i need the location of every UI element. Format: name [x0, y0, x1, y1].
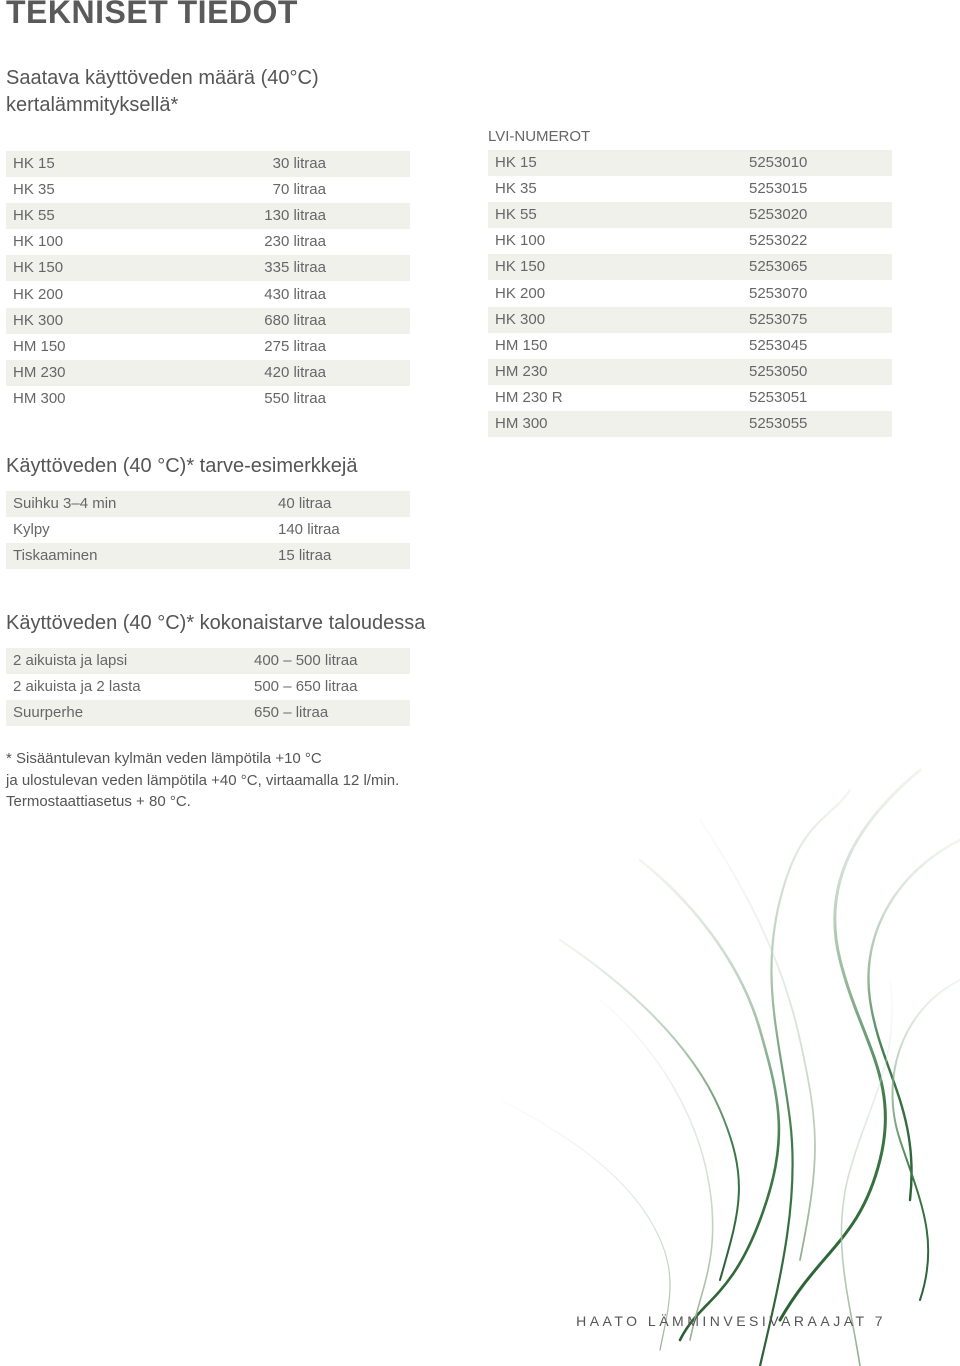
table-row	[488, 411, 892, 437]
table-row	[488, 176, 892, 202]
table-cell-label: 2 aikuista ja 2 lasta	[13, 678, 141, 696]
table-cell-value: 5253045	[749, 336, 808, 354]
examples-heading: Käyttöveden (40 °C)* tarve-esimerkkejä	[6, 455, 358, 477]
table-cell-label: HK 35	[13, 181, 55, 199]
lvi-heading: LVI-NUMEROT	[488, 128, 591, 145]
table-row	[6, 151, 410, 177]
availability-table	[6, 151, 410, 412]
table-row	[6, 700, 410, 726]
footer-brand-name: HAATO LÄMMINVESIVARAAJAT	[576, 1313, 868, 1329]
availability-heading	[6, 65, 319, 119]
table-cell-value: 275 litraa	[264, 337, 326, 355]
availability-heading-line2: kertalämmityksellä*	[6, 94, 179, 116]
table-row	[6, 308, 410, 334]
table-row	[488, 228, 892, 254]
table-cell-value: 335 litraa	[190, 255, 410, 281]
table-row	[488, 307, 892, 333]
table-row	[6, 281, 410, 307]
table-row	[6, 177, 410, 203]
table-row	[488, 359, 892, 385]
table-cell-value: 130 litraa	[190, 203, 410, 229]
table-cell-value: 430 litraa	[264, 285, 326, 303]
table-row	[6, 334, 410, 360]
table-cell-value: 230 litraa	[264, 233, 326, 251]
table-cell-value: 400 – 500 litraa	[190, 648, 410, 674]
table-cell-value: 5253010	[742, 150, 892, 176]
table-cell-label: HM 150	[13, 337, 66, 355]
table-cell-value: 40 litraa	[220, 491, 410, 517]
table-cell-label: HM 230	[6, 360, 190, 386]
table-cell-label: HM 230 R	[495, 388, 563, 406]
table-row	[6, 543, 410, 569]
table-cell-label: HK 100	[495, 232, 546, 250]
table-cell-label: HM 150	[495, 336, 548, 354]
table-row	[488, 385, 892, 411]
table-cell-label: HM 230	[488, 359, 742, 385]
table-cell-label: HK 55	[6, 203, 190, 229]
table-cell-value: 5253022	[749, 232, 808, 250]
table-cell-label: HK 55	[488, 202, 742, 228]
table-cell-value: 5253051	[749, 388, 808, 406]
table-row	[6, 517, 410, 543]
table-cell-value: 30 litraa	[190, 151, 410, 177]
table-cell-label: Kylpy	[13, 521, 50, 539]
table-cell-label: HK 200	[495, 284, 546, 302]
table-cell-value: 550 litraa	[264, 389, 326, 407]
table-row	[488, 280, 892, 306]
table-cell-value: 5253075	[742, 307, 892, 333]
lvi-table	[488, 150, 892, 437]
table-cell-value: 500 – 650 litraa	[254, 678, 358, 696]
footnote-line1: * Sisääntulevan kylmän veden lämpötila +10 °C	[6, 750, 322, 767]
table-cell-value: 420 litraa	[190, 360, 410, 386]
table-cell-label: HM 300	[13, 389, 66, 407]
table-row	[6, 203, 410, 229]
table-cell-label: HK 15	[6, 151, 190, 177]
table-cell-value: 15 litraa	[220, 543, 410, 569]
table-row	[6, 255, 410, 281]
table-cell-label: HK 300	[6, 308, 190, 334]
table-cell-value: 5253050	[742, 359, 892, 385]
table-cell-label: 2 aikuista ja lapsi	[6, 648, 190, 674]
page-title: TEKNISET TIEDOT	[6, 0, 298, 30]
household-heading: Käyttöveden (40 °C)* kokonaistarve taloudessa	[6, 612, 426, 634]
footnote-line3: Termostaattiasetus + 80 °C.	[6, 793, 191, 810]
page-number: 7	[874, 1313, 886, 1329]
table-row	[6, 674, 410, 700]
footnote-line2: ja ulostulevan veden lämpötila +40 °C, virtaamalla 12 l/min.	[6, 771, 400, 789]
table-row	[488, 202, 892, 228]
table-cell-value: 650 – litraa	[190, 700, 410, 726]
table-cell-label: HK 35	[495, 180, 537, 198]
table-row	[488, 150, 892, 176]
availability-heading-line1: Saatava käyttöveden määrä (40°C)	[6, 67, 319, 89]
table-cell-label: HK 150	[488, 254, 742, 280]
table-cell-value: 5253020	[742, 202, 892, 228]
table-cell-label: HK 15	[488, 150, 742, 176]
table-cell-value: 5253070	[749, 284, 808, 302]
table-row	[488, 254, 892, 280]
footnote	[6, 748, 399, 813]
table-row	[6, 360, 410, 386]
table-cell-value: 70 litraa	[272, 181, 326, 199]
table-cell-value: 5253055	[742, 411, 892, 437]
table-cell-label: HM 300	[488, 411, 742, 437]
table-row	[6, 229, 410, 255]
table-row	[6, 386, 410, 412]
table-cell-value: 5253015	[749, 180, 808, 198]
footer-brand	[576, 1313, 886, 1329]
table-cell-label: Suihku 3–4 min	[6, 491, 220, 517]
table-cell-label: Suurperhe	[6, 700, 190, 726]
table-cell-value: 140 litraa	[278, 521, 340, 539]
table-cell-label: HK 100	[13, 233, 64, 251]
table-cell-label: HK 300	[488, 307, 742, 333]
table-cell-label: HK 200	[13, 285, 64, 303]
table-cell-label: Tiskaaminen	[6, 543, 220, 569]
table-row	[6, 648, 410, 674]
table-cell-label: HK 150	[6, 255, 190, 281]
table-row	[6, 491, 410, 517]
table-cell-value: 5253065	[742, 254, 892, 280]
examples-table	[6, 491, 410, 569]
table-row	[488, 333, 892, 359]
household-table	[6, 648, 410, 726]
table-cell-value: 680 litraa	[190, 308, 410, 334]
